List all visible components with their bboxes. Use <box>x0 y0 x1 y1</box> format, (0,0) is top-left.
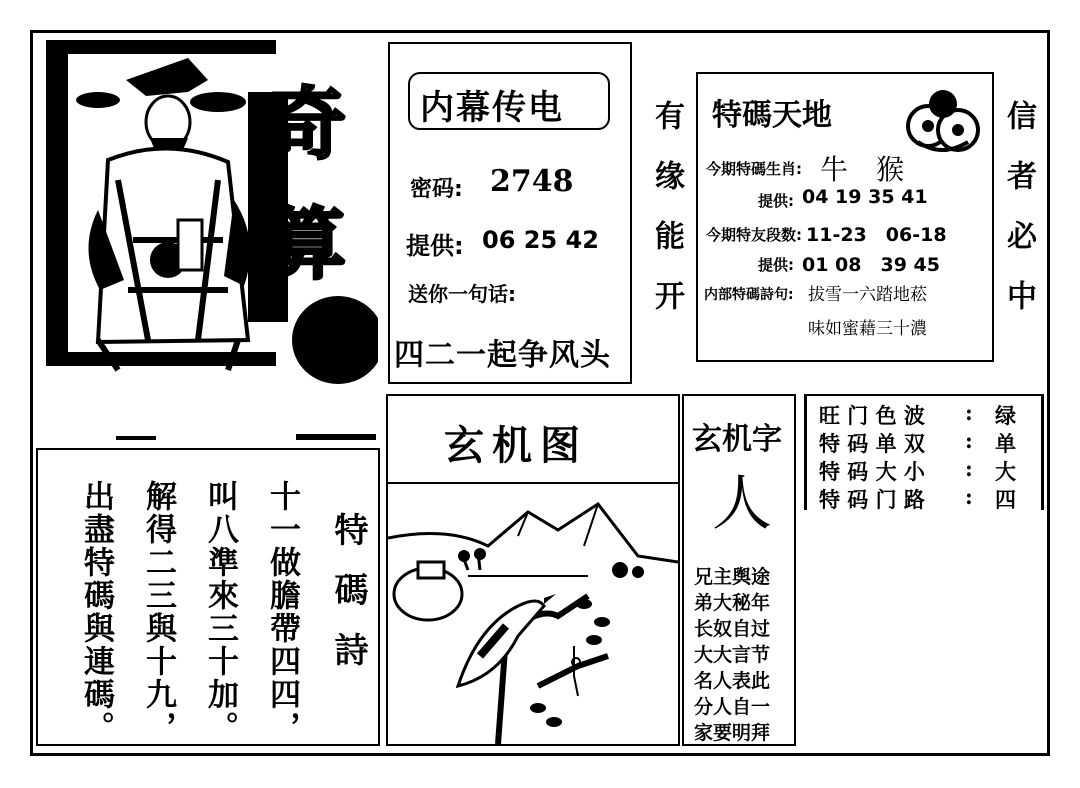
poem-box <box>36 448 380 746</box>
side-left-text <box>648 100 684 340</box>
xuanjitu-box <box>386 394 680 746</box>
info-row-4-value: 四 <box>995 487 1016 512</box>
provide1-value: 04 19 35 41 <box>802 186 928 208</box>
info-panel <box>804 394 1044 510</box>
title-bottom: 算 <box>268 199 347 290</box>
bird-landscape-illustration <box>388 486 678 744</box>
poem-line-2: 味如蜜藉三十濃 <box>808 319 927 339</box>
xuanjizi-row-1: 兄主舆途 <box>694 566 771 588</box>
info-row-1-value: 绿 <box>995 403 1016 428</box>
poem-label: 内部特碼詩句: <box>704 287 794 303</box>
poem-column-4: 出盡特碼與連碼。 <box>78 480 114 744</box>
xuanjizi-row-5: 名人表此 <box>694 670 771 692</box>
poem-line-1: 拔雪一六踏地菘 <box>808 285 927 305</box>
friends-label: 今期特友段数: <box>706 226 802 244</box>
side-left-3: 能 <box>649 220 684 280</box>
poem-title <box>328 512 368 692</box>
info-row-3-value: 大 <box>995 459 1016 484</box>
xuanjitu-title: 玄机图 <box>444 422 588 469</box>
info-row-1-label: 旺 门 色 波 <box>819 403 925 428</box>
zodiac-value: 牛 猴 <box>820 153 905 186</box>
side-right-text <box>1000 100 1036 340</box>
special-box <box>696 72 994 362</box>
xuanjizi-row-7: 家要明拜 <box>694 722 771 744</box>
side-left-1: 有 <box>649 100 684 160</box>
inner-message-box <box>388 42 632 384</box>
provide-label: 提供: <box>406 232 464 260</box>
xuanjizi-row-4: 大大言节 <box>694 644 771 666</box>
phrase: 四二一起争风头 <box>394 338 611 373</box>
zodiac-label: 今期特碼生肖: <box>706 160 802 178</box>
provide1-label: 提供: <box>758 192 794 210</box>
info-row-2-label: 特 码 单 双 <box>819 431 925 456</box>
xuanjizi-title: 玄机字 <box>692 422 782 457</box>
poem-title-2: 碼 <box>328 572 368 632</box>
inner-title: 内幕传电 <box>420 88 564 128</box>
xuanjizi-box <box>682 394 796 746</box>
poem-column-1: 十一做膽帶四四， <box>264 480 300 744</box>
poem-title-1: 特 <box>328 512 368 572</box>
title-top: 奇 <box>268 79 347 170</box>
side-left-2: 缘 <box>649 160 684 220</box>
xuanjizi-row-6: 分人自一 <box>694 696 771 718</box>
provide-value: 06 25 42 <box>482 226 599 254</box>
side-right-2: 者 <box>1001 160 1036 220</box>
side-right-4: 中 <box>1001 280 1036 340</box>
code-value: 2748 <box>490 164 574 199</box>
special-title: 特碼天地 <box>712 98 832 133</box>
side-right-1: 信 <box>1001 100 1036 160</box>
code-label: 密码: <box>410 177 463 202</box>
side-right-3: 必 <box>1001 220 1036 280</box>
provide2-value: 01 08 39 45 <box>802 254 940 276</box>
info-row-1-sep: : <box>965 400 973 425</box>
info-row-2-sep: : <box>965 428 973 453</box>
poem-column-2: 叫八準來三十加。 <box>202 480 238 744</box>
poem-title-3: 詩 <box>328 632 368 692</box>
deity-panel <box>38 40 378 440</box>
xuanjizi-char: 人 <box>712 469 772 539</box>
xuanjizi-row-2: 弟大秘年 <box>694 592 771 614</box>
friends-value: 11-23 06-18 <box>806 224 947 246</box>
side-left-4: 开 <box>649 280 684 340</box>
info-row-3-label: 特 码 大 小 <box>819 459 925 484</box>
provide2-label: 提供: <box>758 256 794 274</box>
info-row-3-sep: : <box>965 456 973 481</box>
xuanjitu-divider <box>388 482 678 484</box>
info-row-4-sep: : <box>965 484 973 509</box>
xuanjizi-row-3: 长奴自过 <box>694 618 771 640</box>
phrase-label: 送你一句话: <box>408 282 516 306</box>
poem-column-3: 解得二三與十九， <box>140 480 176 744</box>
info-row-4-label: 特 码 门 路 <box>819 487 925 512</box>
flower-icon <box>898 82 986 162</box>
info-row-2-value: 单 <box>995 431 1016 456</box>
